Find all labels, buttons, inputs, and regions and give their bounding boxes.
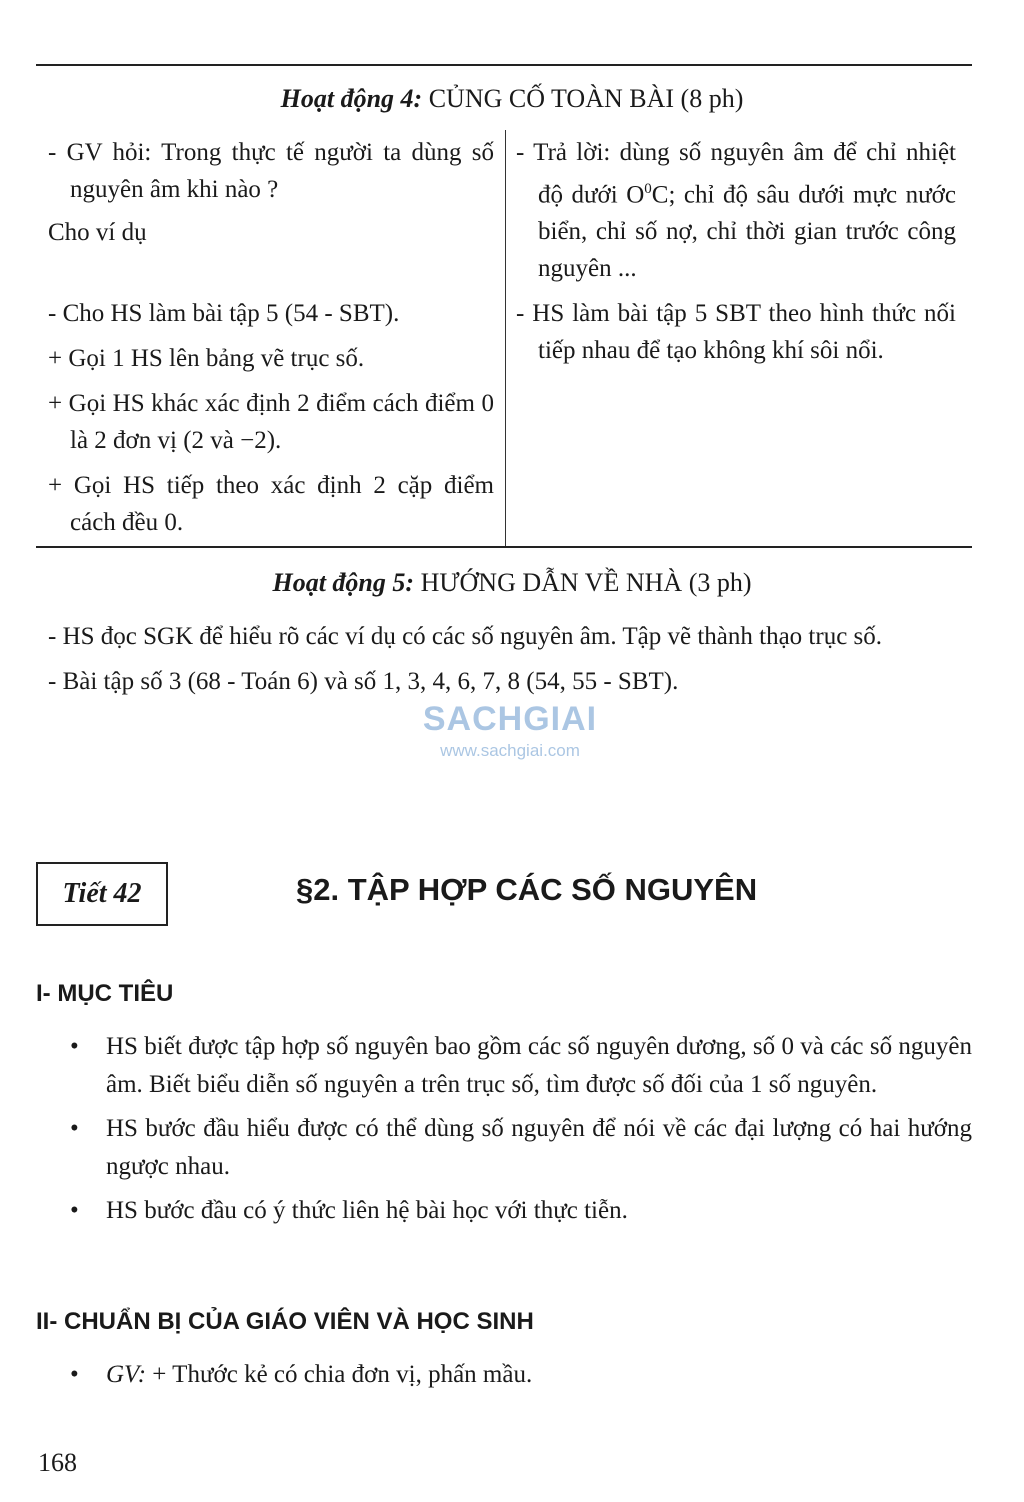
activity-4-label: Hoạt động 4: bbox=[280, 84, 423, 113]
watermark-logo: SACHGIAI bbox=[422, 700, 598, 738]
list-item: • HS bước đầu có ý thức liên hệ bài học với thực tiễn. bbox=[64, 1192, 972, 1230]
activity-5-label: Hoạt động 5: bbox=[272, 568, 415, 597]
preparation-heading: II- CHUẨN BỊ CỦA GIÁO VIÊN VÀ HỌC SINH bbox=[36, 1308, 534, 1335]
teacher-column bbox=[48, 134, 494, 541]
homework-item-1: - HS đọc SGK để hiểu rõ các ví dụ có các số nguyên âm. Tập vẽ thành thạo trục số. bbox=[48, 623, 883, 650]
list-item: • HS biết được tập hợp số nguyên bao gồm các số nguyên dương, số 0 và các số nguyên âm. Biết biểu diễn số nguyên a trên trục số, tìm được số đối của 1 số nguyên. bbox=[64, 1028, 972, 1104]
objectives-heading: I- MỤC TIÊU bbox=[36, 980, 174, 1007]
activity-5-title: HƯỚNG DẪN VỀ NHÀ (3 ph) bbox=[420, 568, 752, 597]
teacher-question: - GV hỏi: Trong thực tế người ta dùng số nguyên âm khi nào ? bbox=[48, 139, 494, 203]
watermark bbox=[410, 700, 610, 761]
watermark-url: www.sachgiai.com bbox=[440, 741, 580, 760]
bullet-icon: • bbox=[70, 1033, 79, 1060]
teacher-exercise: - Cho HS làm bài tập 5 (54 - SBT). bbox=[48, 300, 400, 327]
activity-4-heading bbox=[0, 84, 1024, 114]
activity-5-heading bbox=[0, 568, 1024, 598]
period-box: Tiết 42 bbox=[36, 862, 168, 926]
page-number: 168 bbox=[38, 1448, 77, 1477]
activity-4-table bbox=[36, 130, 972, 548]
bullet-icon: • bbox=[70, 1115, 79, 1142]
student-answer: - Trả lời: dùng số nguyên âm để chỉ nhiệt độ dưới $O^0C$; chỉ độ sâu dưới mực nước biển, chỉ số nợ, chỉ thời gian trước công nguyên ... bbox=[516, 139, 956, 283]
objectives-list bbox=[64, 1028, 972, 1236]
preparation-list bbox=[64, 1356, 972, 1400]
bullet-icon: • bbox=[70, 1361, 79, 1388]
teacher-example-prompt: Cho ví dụ bbox=[48, 219, 147, 246]
top-rule bbox=[36, 64, 972, 66]
list-item: • GV: + Thước kẻ có chia đơn vị, phấn mầu. bbox=[64, 1356, 972, 1394]
bullet-icon: • bbox=[70, 1197, 79, 1224]
list-item: • HS bước đầu hiểu được có thể dùng số nguyên để nói về các đại lượng có hai hướng ngược nhau. bbox=[64, 1110, 972, 1186]
homework-item-2: - Bài tập số 3 (68 - Toán 6) và số 1, 3, 4, 6, 7, 8 (54, 55 - SBT). bbox=[48, 668, 679, 695]
activity-4-title: CỦNG CỐ TOÀN BÀI (8 ph) bbox=[428, 84, 744, 113]
column-divider bbox=[505, 130, 506, 546]
homework-list bbox=[48, 618, 960, 700]
student-column bbox=[516, 134, 956, 369]
student-task: - HS làm bài tập 5 SBT theo hình thức nối tiếp nhau để tạo không khí sôi nổi. bbox=[516, 300, 956, 365]
lesson-title: §2. TẬP HỢP CÁC SỐ NGUYÊN bbox=[296, 872, 758, 907]
teacher-step-2: + Gọi HS khác xác định 2 điểm cách điểm 0 là 2 đơn vị (2 và −2). bbox=[48, 390, 494, 454]
teacher-step-3: + Gọi HS tiếp theo xác định 2 cặp điểm cách đều 0. bbox=[48, 472, 494, 536]
teacher-step-1: + Gọi 1 HS lên bảng vẽ trục số. bbox=[48, 345, 365, 372]
